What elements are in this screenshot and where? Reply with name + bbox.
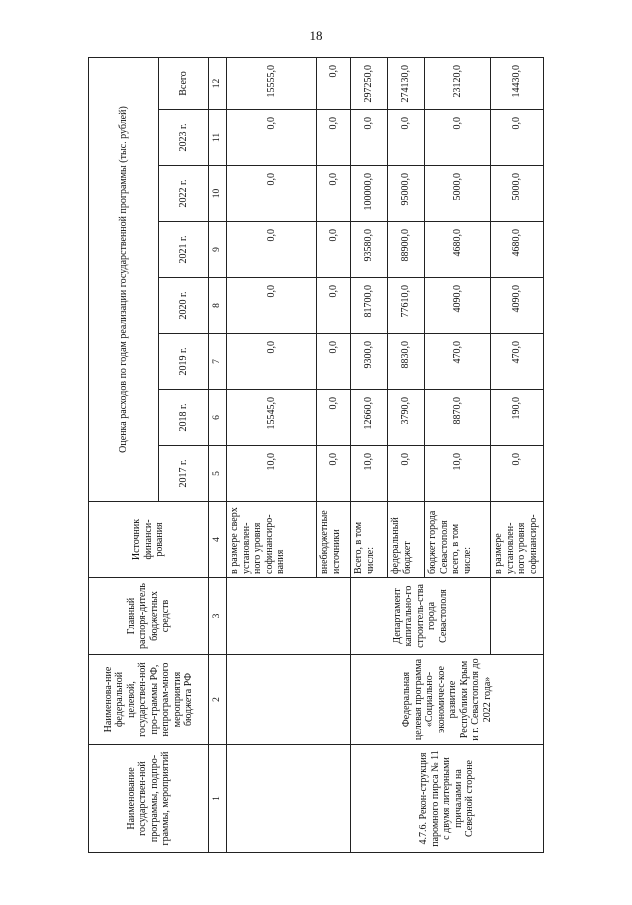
total-cell: 14430,0 [491, 58, 544, 110]
column-numbers-row [209, 58, 227, 853]
funding-source-cell: бюджет города Севастополя всего, в том числе: [425, 502, 491, 578]
value-cell: 0,0 [317, 110, 351, 166]
funding-source-cell: внебюджетные источники [317, 502, 351, 578]
column-number: 7 [209, 334, 227, 390]
value-cell: 0,0 [227, 110, 317, 166]
value-cell: 8870,0 [425, 390, 491, 446]
value-cell: 0,0 [388, 110, 425, 166]
value-cell: 0,0 [227, 222, 317, 278]
value-cell: 0,0 [227, 278, 317, 334]
value-cell: 3790,0 [388, 390, 425, 446]
column-number: 9 [209, 222, 227, 278]
value-cell: 15545,0 [227, 390, 317, 446]
distributor-cell: Департамент капитально-го строитель-ства города Севастополя [351, 578, 491, 655]
program-name-cell [227, 745, 351, 853]
value-cell: 0,0 [317, 334, 351, 390]
value-cell: 0,0 [317, 278, 351, 334]
value-cell: 4680,0 [425, 222, 491, 278]
header-year: 2018 г. [159, 390, 209, 446]
column-number: 5 [209, 446, 227, 502]
total-cell: 15555,0 [227, 58, 317, 110]
header-year: 2019 г. [159, 334, 209, 390]
header-year: 2021 г. [159, 222, 209, 278]
value-cell: 0,0 [317, 390, 351, 446]
value-cell: 9300,0 [351, 334, 388, 390]
value-cell: 4680,0 [491, 222, 544, 278]
column-number: 6 [209, 390, 227, 446]
header-program-name: Наименование государствен-ной программы, подпро-граммы, мероприятий [89, 745, 209, 853]
funding-source-cell: в размере сверх установлен-ного уровня софинансиро-вания [227, 502, 317, 578]
column-number: 4 [209, 502, 227, 578]
total-cell: 0,0 [317, 58, 351, 110]
column-number: 2 [209, 655, 227, 745]
column-number: 8 [209, 278, 227, 334]
value-cell: 5000,0 [425, 166, 491, 222]
page-number: 18 [309, 28, 323, 43]
value-cell: 10,0 [425, 446, 491, 502]
federal-program-cell [227, 655, 351, 745]
header-estimate: Оценка расходов по годам реализации государственной программы (тыс. рублей) [89, 58, 159, 502]
table-row [227, 58, 317, 853]
header-year: 2022 г. [159, 166, 209, 222]
table-row [351, 58, 388, 853]
rotated-table-container [88, 58, 543, 853]
value-cell: 0,0 [227, 334, 317, 390]
header-year: 2023 г. [159, 110, 209, 166]
total-cell: 274130,0 [388, 58, 425, 110]
distributor-cell [491, 578, 544, 655]
header-federal-program: Наименова-ние федеральной целевой, государствен-ной про-граммы РФ, непрограм-много мероприятия бюджета РФ [89, 655, 209, 745]
value-cell: 5000,0 [491, 166, 544, 222]
value-cell: 0,0 [491, 446, 544, 502]
header-distributor: Главный распоря-дитель бюджетных средств [89, 578, 209, 655]
value-cell: 12660,0 [351, 390, 388, 446]
distributor-cell [227, 578, 351, 655]
column-number: 3 [209, 578, 227, 655]
value-cell: 95000,0 [388, 166, 425, 222]
total-cell: 23120,0 [425, 58, 491, 110]
funding-source-cell: федеральный бюджет [388, 502, 425, 578]
value-cell: 0,0 [317, 166, 351, 222]
value-cell: 77610,0 [388, 278, 425, 334]
value-cell: 0,0 [491, 110, 544, 166]
value-cell: 190,0 [491, 390, 544, 446]
value-cell: 4090,0 [491, 278, 544, 334]
value-cell: 10,0 [351, 446, 388, 502]
column-number: 11 [209, 110, 227, 166]
column-number: 1 [209, 745, 227, 853]
header-total: Всего [159, 58, 209, 110]
column-number: 12 [209, 58, 227, 110]
financing-table [88, 57, 544, 853]
value-cell: 0,0 [388, 446, 425, 502]
value-cell: 0,0 [317, 446, 351, 502]
federal-program-cell: Федеральная целевая программа «Социально-экономичес-кое развитие Республики Крым и г. Севастополя до 2022 года» [351, 655, 544, 745]
value-cell: 8830,0 [388, 334, 425, 390]
value-cell: 0,0 [317, 222, 351, 278]
funding-source-cell: в размере установлен-ного уровня софинансиро- [491, 502, 544, 578]
funding-source-cell: Всего, в том числе: [351, 502, 388, 578]
value-cell: 88900,0 [388, 222, 425, 278]
value-cell: 470,0 [425, 334, 491, 390]
header-funding-source: Источник финанси-рования [89, 502, 209, 578]
header-year: 2020 г. [159, 278, 209, 334]
value-cell: 0,0 [425, 110, 491, 166]
value-cell: 10,0 [227, 446, 317, 502]
value-cell: 93580,0 [351, 222, 388, 278]
header-year: 2017 г. [159, 446, 209, 502]
total-cell: 297250,0 [351, 58, 388, 110]
program-name-cell: 4.7.6. Рекон-струкция паромного пирса № 11 с двумя литерными причалами на Северной стороне [351, 745, 544, 853]
value-cell: 470,0 [491, 334, 544, 390]
value-cell: 4090,0 [425, 278, 491, 334]
column-number: 10 [209, 166, 227, 222]
value-cell: 0,0 [227, 166, 317, 222]
value-cell: 0,0 [351, 110, 388, 166]
value-cell: 100000,0 [351, 166, 388, 222]
value-cell: 81700,0 [351, 278, 388, 334]
